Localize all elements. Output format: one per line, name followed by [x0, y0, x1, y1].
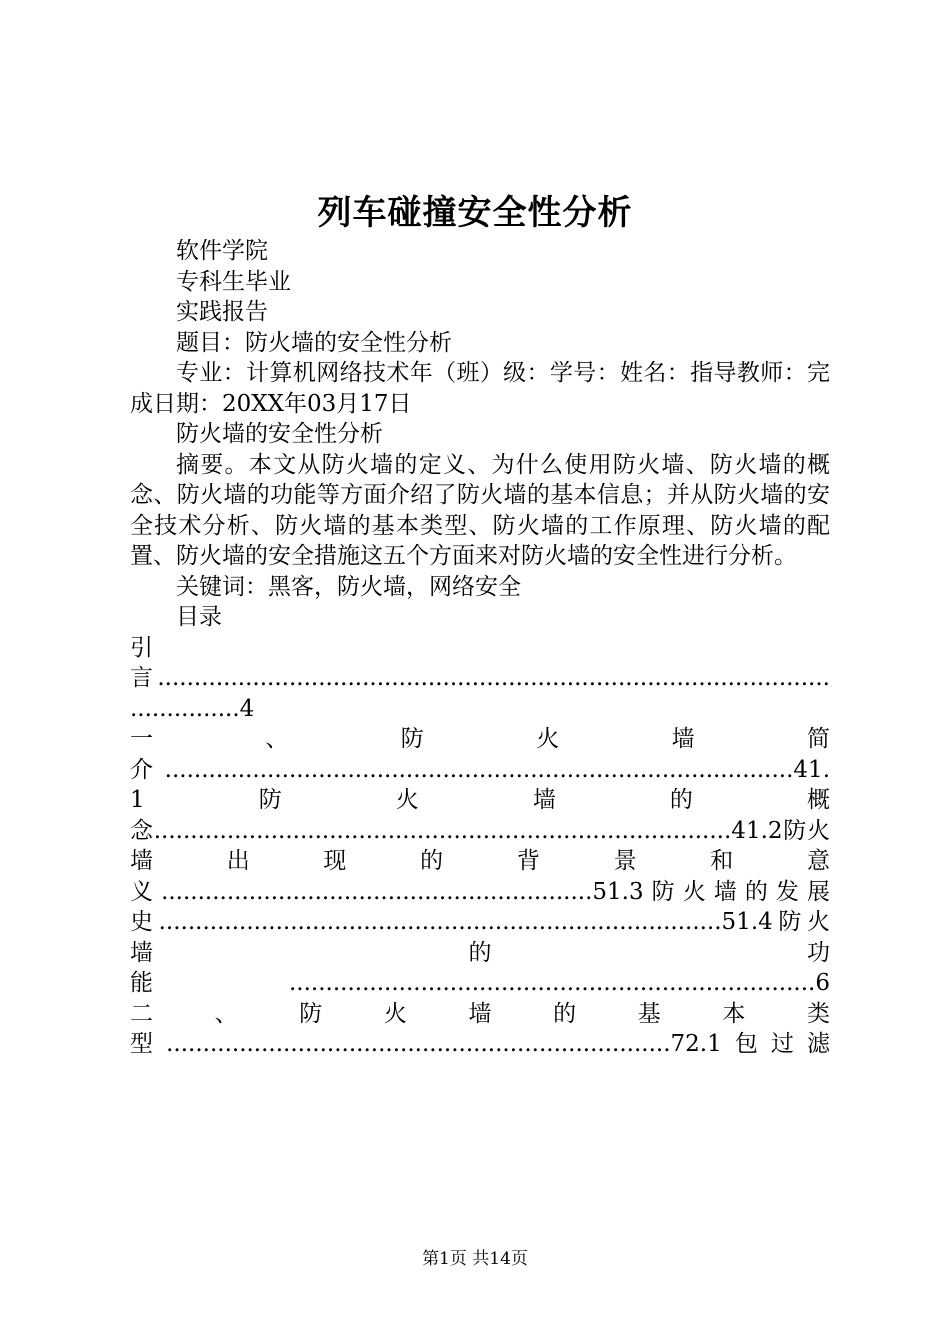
student-info-line: 专业：计算机网络技术年（班）级：学号：姓名：指导教师：完成日期：20XX年03月17日 [130, 360, 830, 417]
toc-line: 二、防火墙的基本类 [130, 1000, 830, 1027]
topic-line: 题目：防火墙的安全性分析 [176, 329, 452, 356]
document-body [130, 236, 830, 1060]
toc-heading: 目录 [176, 604, 222, 630]
degree-line: 专科生毕业 [176, 268, 291, 295]
abstract-paragraph: 摘要。本文从防火墙的定义、为什么使用防火墙、防火墙的概念、防火墙的功能等方面介绍了防火墙的基本信息；并从防火墙的安全技术分析、防火墙的基本类型、防火墙的工作原理、防火墙的配置、防火墙的安全措施这五个方面来对防火墙的安全性进行分析。 [130, 451, 830, 569]
toc-line: 史.............................................................................51.4防火墙的功 [130, 909, 830, 966]
toc-line: 能........................................................................6 [130, 970, 830, 996]
toc-line: 引 [130, 634, 153, 661]
toc-line: 念...............................................................................41.2防火墙出现的背景和意 [130, 817, 830, 874]
toc-line: 型.....................................................................72.1包过滤 [130, 1031, 830, 1057]
subtitle-line: 防火墙的安全性分析 [176, 421, 383, 447]
keywords-line: 关键词：黑客，防火墙，网络安全 [176, 573, 521, 600]
toc-line: 义...........................................................51.3防火墙的发展 [130, 878, 830, 905]
toc-line: 介......................................................................................41.1防火墙的概 [130, 756, 830, 813]
toc-line: 言...........................................................................................................4 [130, 665, 830, 722]
document-title: 列车碰撞安全性分析 [317, 193, 633, 233]
toc-line: 一、防火墙简 [130, 726, 830, 752]
school-line: 软件学院 [176, 238, 268, 264]
report-type-line: 实践报告 [176, 299, 268, 325]
page-footer: 第1页 共14页 [422, 1249, 528, 1269]
